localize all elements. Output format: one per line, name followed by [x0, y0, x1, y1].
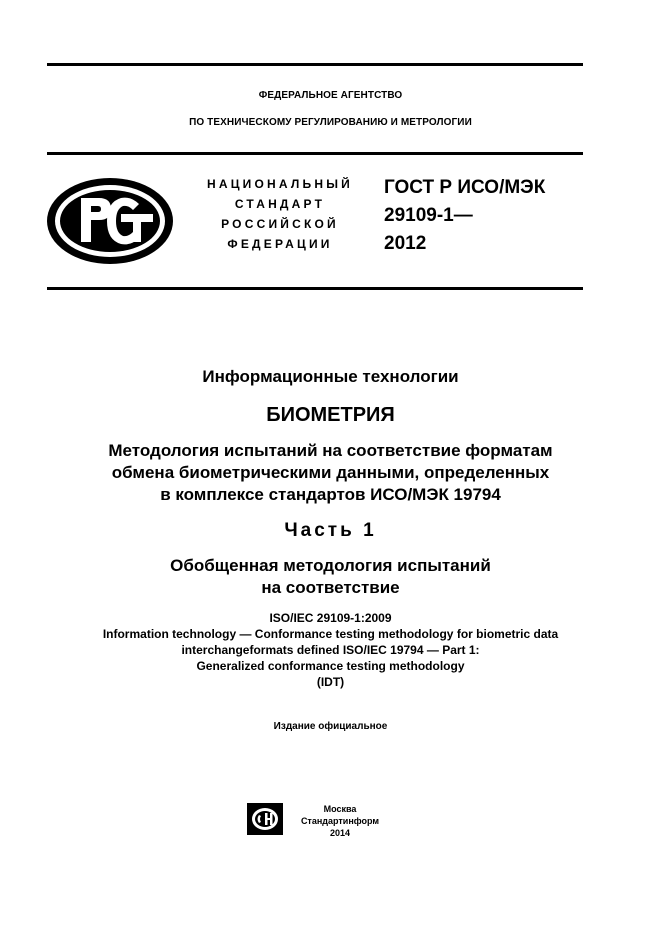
agency-line-1: ФЕДЕРАЛЬНОЕ АГЕНТСТВО: [258, 90, 403, 101]
designation-line-3: 2012: [384, 233, 427, 254]
header-rule: [47, 152, 583, 155]
international-line-2: interchangeformats defined ISO/IEC 19794 — Part 1:: [181, 643, 480, 657]
title-method-line-3: в комплексе стандартов ИСО/МЭК 19794: [160, 485, 501, 504]
standard-type-line-2: СТАНДАРТ: [234, 197, 326, 211]
title-field: Информационные технологии: [202, 367, 459, 386]
designation-line-1: ГОСТ Р ИСО/МЭК: [384, 177, 546, 198]
international-line-4: (IDT): [316, 675, 345, 689]
publisher-year: 2014: [329, 828, 351, 838]
standartinform-icon: [247, 803, 283, 835]
international-ref: ISO/IEC 29109-1:2009: [269, 611, 392, 625]
title-part: Часть 1: [284, 520, 377, 541]
designation-rule: [47, 287, 583, 290]
standard-type-line-1: НАЦИОНАЛЬНЫЙ: [206, 177, 354, 191]
edition-label: Издание официальное: [273, 721, 388, 732]
part-title-line-1: Обобщенная методология испытаний: [170, 556, 491, 575]
standard-type-line-4: ФЕДЕРАЦИИ: [227, 237, 333, 251]
designation-line-2: 29109-1—: [384, 205, 473, 226]
part-title-line-2: на соответствие: [261, 578, 400, 597]
publisher-city: Москва: [323, 804, 357, 814]
agency-line-2: ПО ТЕХНИЧЕСКОМУ РЕГУЛИРОВАНИЮ И МЕТРОЛОГИИ: [189, 117, 472, 128]
top-rule: [47, 63, 583, 66]
title-method-line-1: Методология испытаний на соответствие форматам: [108, 441, 553, 460]
publisher-name: Стандартинформ: [300, 816, 380, 826]
international-line-1: Information technology — Conformance testing methodology for biometric data: [102, 627, 559, 641]
title-subject: БИОМЕТРИЯ: [266, 404, 395, 426]
international-line-3: Generalized conformance testing methodology: [196, 659, 465, 673]
title-method-line-2: обмена биометрическими данными, определенных: [111, 463, 550, 482]
rst-mark-icon: [45, 176, 175, 266]
standard-type-line-3: РОССИЙСКОЙ: [221, 217, 339, 231]
